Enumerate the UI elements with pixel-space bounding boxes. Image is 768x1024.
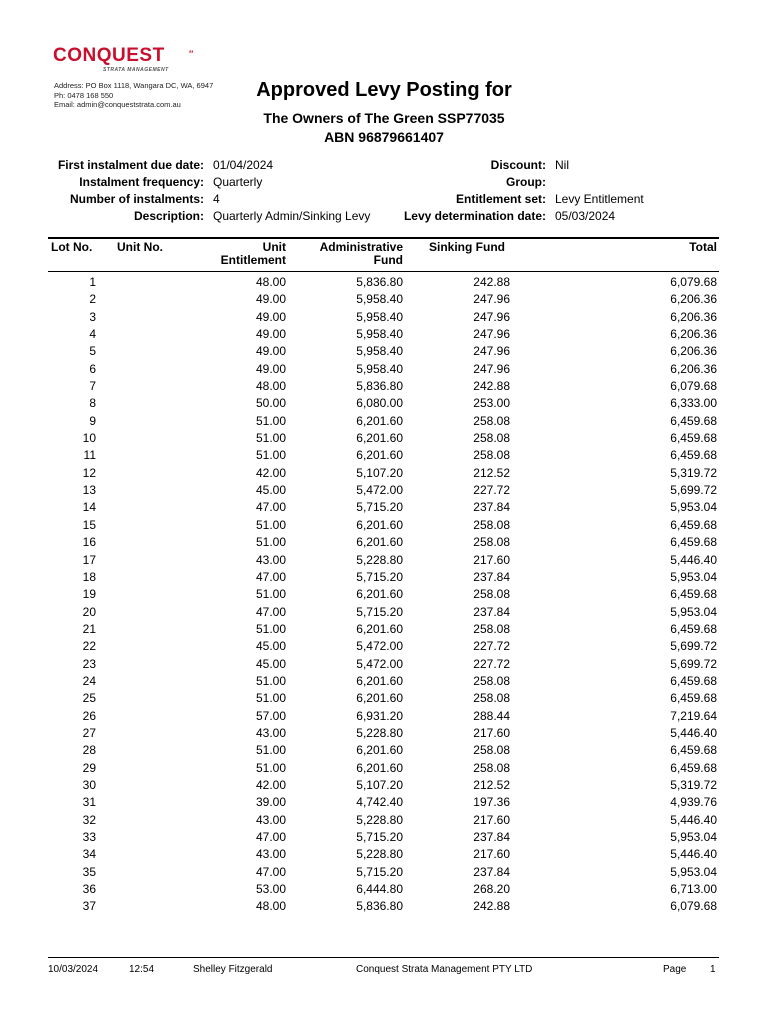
- frequency-label: Instalment frequency:: [79, 175, 204, 189]
- cell-unit-entitlement: 42.00: [255, 777, 286, 792]
- cell-unit-entitlement: 45.00: [255, 483, 286, 498]
- cell-total: 6,206.36: [670, 309, 717, 324]
- cell-unit-entitlement: 51.00: [255, 535, 286, 550]
- levy-table-body: [0, 274, 768, 916]
- cell-administrative-fund: 5,107.20: [356, 465, 403, 480]
- footer-time: 12:54: [129, 964, 155, 975]
- cell-total: 6,459.68: [670, 448, 717, 463]
- cell-total: 5,953.04: [670, 864, 717, 879]
- cell-lot-no: 10: [82, 431, 96, 446]
- cell-sinking-fund: 258.08: [473, 413, 510, 428]
- cell-unit-entitlement: 42.00: [255, 465, 286, 480]
- cell-unit-entitlement: 51.00: [255, 413, 286, 428]
- cell-unit-entitlement: 45.00: [255, 639, 286, 654]
- cell-administrative-fund: 6,080.00: [356, 396, 403, 411]
- footer-page-number: 1: [710, 964, 716, 975]
- cell-administrative-fund: 6,201.60: [356, 535, 403, 550]
- cell-total: 6,206.36: [670, 344, 717, 359]
- header-lot-no: Lot No.: [51, 240, 93, 254]
- cell-lot-no: 2: [89, 292, 96, 307]
- cell-sinking-fund: 217.60: [473, 847, 510, 862]
- cell-lot-no: 35: [82, 864, 96, 879]
- table-row: [0, 517, 768, 534]
- cell-administrative-fund: 6,201.60: [356, 673, 403, 688]
- table-row: [0, 413, 768, 430]
- cell-total: 6,079.68: [670, 899, 717, 914]
- cell-lot-no: 6: [89, 361, 96, 376]
- cell-sinking-fund: 227.72: [473, 483, 510, 498]
- header-unit-entitlement-line1: Unit: [262, 240, 286, 254]
- cell-sinking-fund: 237.84: [473, 569, 510, 584]
- report-owner: The Owners of The Green SSP77035: [263, 110, 505, 126]
- cell-lot-no: 18: [82, 569, 96, 584]
- header-administrative-fund: [320, 241, 403, 267]
- cell-lot-no: 23: [82, 656, 96, 671]
- cell-unit-entitlement: 43.00: [255, 812, 286, 827]
- footer-rule: [48, 957, 719, 958]
- cell-total: 5,953.04: [670, 604, 717, 619]
- cell-administrative-fund: 5,836.80: [356, 275, 403, 289]
- cell-administrative-fund: 5,472.00: [356, 639, 403, 654]
- cell-administrative-fund: 5,228.80: [356, 552, 403, 567]
- description-value: Quarterly Admin/Sinking Levy: [213, 209, 371, 223]
- group-label: Group:: [506, 175, 546, 189]
- cell-total: 6,206.36: [670, 292, 717, 307]
- header-unit-entitlement: [221, 241, 286, 267]
- cell-administrative-fund: 5,107.20: [356, 777, 403, 792]
- header-unit-no: Unit No.: [117, 240, 163, 254]
- cell-unit-entitlement: 57.00: [255, 708, 286, 723]
- cell-lot-no: 15: [82, 517, 96, 532]
- cell-total: 5,953.04: [670, 569, 717, 584]
- cell-lot-no: 27: [82, 725, 96, 740]
- cell-lot-no: 16: [82, 535, 96, 550]
- cell-administrative-fund: 5,472.00: [356, 483, 403, 498]
- cell-sinking-fund: 253.00: [473, 396, 510, 411]
- cell-total: 6,333.00: [670, 396, 717, 411]
- cell-unit-entitlement: 47.00: [255, 500, 286, 515]
- cell-sinking-fund: 288.44: [473, 708, 510, 723]
- table-row: [0, 534, 768, 551]
- cell-administrative-fund: 6,201.60: [356, 517, 403, 532]
- cell-unit-entitlement: 47.00: [255, 569, 286, 584]
- cell-unit-entitlement: 49.00: [255, 344, 286, 359]
- cell-sinking-fund: 237.84: [473, 830, 510, 844]
- cell-administrative-fund: 5,715.20: [356, 830, 403, 844]
- table-row: [0, 812, 768, 829]
- table-row: [0, 361, 768, 378]
- cell-total: 5,446.40: [670, 725, 717, 740]
- cell-unit-entitlement: 51.00: [255, 691, 286, 706]
- cell-total: 6,713.00: [670, 882, 717, 897]
- table-row: [0, 569, 768, 586]
- cell-administrative-fund: 5,836.80: [356, 899, 403, 914]
- cell-lot-no: 25: [82, 691, 96, 706]
- cell-sinking-fund: 237.84: [473, 604, 510, 619]
- table-row: [0, 482, 768, 499]
- footer-user: Shelley Fitzgerald: [193, 964, 273, 975]
- cell-lot-no: 13: [82, 483, 96, 498]
- table-header-rule: [48, 271, 719, 272]
- cell-unit-entitlement: 51.00: [255, 517, 286, 532]
- table-row: [0, 829, 768, 846]
- first-due-label: First instalment due date:: [57, 158, 204, 172]
- cell-lot-no: 29: [82, 760, 96, 775]
- table-row: [0, 604, 768, 621]
- table-row: [0, 291, 768, 308]
- cell-total: 6,206.36: [670, 361, 717, 376]
- cell-lot-no: 5: [89, 344, 96, 359]
- cell-administrative-fund: 6,201.60: [356, 448, 403, 463]
- cell-lot-no: 20: [82, 604, 96, 619]
- cell-unit-entitlement: 53.00: [255, 882, 286, 897]
- table-row: [0, 447, 768, 464]
- cell-lot-no: 19: [82, 587, 96, 602]
- cell-lot-no: 34: [82, 847, 96, 862]
- cell-lot-no: 1: [89, 275, 96, 289]
- company-address: Address: PO Box 1118, Wangara DC, WA, 6947: [54, 81, 214, 90]
- logo-text: CONQUEST: [53, 45, 165, 66]
- cell-total: 6,459.68: [670, 621, 717, 636]
- cell-sinking-fund: 227.72: [473, 656, 510, 671]
- cell-administrative-fund: 5,228.80: [356, 725, 403, 740]
- cell-lot-no: 17: [82, 552, 96, 567]
- cell-unit-entitlement: 43.00: [255, 847, 286, 862]
- cell-administrative-fund: 5,228.80: [356, 812, 403, 827]
- table-top-rule: [48, 237, 719, 239]
- table-row: [0, 621, 768, 638]
- cell-sinking-fund: 217.60: [473, 552, 510, 567]
- cell-administrative-fund: 5,958.40: [356, 292, 403, 307]
- cell-unit-entitlement: 49.00: [255, 361, 286, 376]
- company-email: Email: admin@conqueststrata.com.au: [54, 100, 181, 109]
- cell-sinking-fund: 217.60: [473, 812, 510, 827]
- table-row: [0, 326, 768, 343]
- cell-total: 6,459.68: [670, 587, 717, 602]
- discount-label: Discount:: [490, 158, 546, 172]
- cell-unit-entitlement: 51.00: [255, 673, 286, 688]
- determination-date-value: 05/03/2024: [555, 209, 616, 223]
- cell-unit-entitlement: 47.00: [255, 830, 286, 844]
- header-sinking-fund: Sinking Fund: [429, 240, 505, 254]
- cell-unit-entitlement: 49.00: [255, 292, 286, 307]
- cell-sinking-fund: 258.08: [473, 535, 510, 550]
- instalment-count-label: Number of instalments:: [69, 192, 204, 206]
- cell-lot-no: 8: [89, 396, 96, 411]
- cell-unit-entitlement: 51.00: [255, 760, 286, 775]
- cell-administrative-fund: 5,715.20: [356, 864, 403, 879]
- cell-unit-entitlement: 51.00: [255, 431, 286, 446]
- table-row: [0, 552, 768, 569]
- cell-lot-no: 7: [89, 379, 96, 394]
- cell-lot-no: 12: [82, 465, 96, 480]
- header-administrative-fund-line1: Administrative: [319, 240, 403, 254]
- cell-total: 5,446.40: [670, 847, 717, 862]
- cell-total: 6,459.68: [670, 673, 717, 688]
- cell-total: 6,459.68: [670, 743, 717, 758]
- cell-unit-entitlement: 50.00: [255, 396, 286, 411]
- cell-sinking-fund: 258.08: [473, 448, 510, 463]
- cell-total: 6,459.68: [670, 431, 717, 446]
- cell-total: 5,446.40: [670, 812, 717, 827]
- header-unit-entitlement-line2: Entitlement: [220, 253, 286, 267]
- cell-unit-entitlement: 43.00: [255, 552, 286, 567]
- cell-administrative-fund: 5,715.20: [356, 500, 403, 515]
- cell-unit-entitlement: 48.00: [255, 379, 286, 394]
- cell-administrative-fund: 5,958.40: [356, 344, 403, 359]
- cell-lot-no: 22: [82, 639, 96, 654]
- cell-total: 6,459.68: [670, 517, 717, 532]
- cell-unit-entitlement: 49.00: [255, 309, 286, 324]
- cell-total: 5,953.04: [670, 830, 717, 844]
- cell-total: 5,319.72: [670, 465, 717, 480]
- table-row: [0, 343, 768, 360]
- cell-administrative-fund: 6,201.60: [356, 691, 403, 706]
- cell-total: 6,459.68: [670, 691, 717, 706]
- cell-sinking-fund: 258.08: [473, 431, 510, 446]
- entitlement-set-label: Entitlement set:: [455, 192, 546, 206]
- cell-total: 6,459.68: [670, 535, 717, 550]
- cell-sinking-fund: 258.08: [473, 621, 510, 636]
- table-row: [0, 586, 768, 603]
- table-row: [0, 690, 768, 707]
- table-row: [0, 864, 768, 881]
- cell-lot-no: 32: [82, 812, 96, 827]
- logo-subtitle: STRATA MANAGEMENT: [103, 67, 169, 73]
- cell-sinking-fund: 227.72: [473, 639, 510, 654]
- cell-administrative-fund: 5,228.80: [356, 847, 403, 862]
- logo-mark: ″: [189, 49, 194, 59]
- determination-date-label: Levy determination date:: [403, 209, 546, 223]
- cell-administrative-fund: 6,931.20: [356, 708, 403, 723]
- table-row: [0, 794, 768, 811]
- cell-sinking-fund: 217.60: [473, 725, 510, 740]
- cell-total: 6,206.36: [670, 327, 717, 342]
- report-abn: ABN 96879661407: [324, 129, 444, 145]
- cell-unit-entitlement: 47.00: [255, 604, 286, 619]
- cell-lot-no: 14: [82, 500, 96, 515]
- cell-administrative-fund: 6,201.60: [356, 431, 403, 446]
- cell-total: 6,459.68: [670, 413, 717, 428]
- cell-sinking-fund: 258.08: [473, 673, 510, 688]
- cell-lot-no: 36: [82, 882, 96, 897]
- table-row: [0, 430, 768, 447]
- table-row: [0, 881, 768, 898]
- cell-lot-no: 4: [89, 327, 96, 342]
- footer-page-label: Page: [663, 964, 687, 975]
- cell-sinking-fund: 212.52: [473, 777, 510, 792]
- cell-sinking-fund: 268.20: [473, 882, 510, 897]
- cell-sinking-fund: 247.96: [473, 309, 510, 324]
- cell-unit-entitlement: 49.00: [255, 327, 286, 342]
- cell-sinking-fund: 247.96: [473, 292, 510, 307]
- cell-sinking-fund: 247.96: [473, 344, 510, 359]
- cell-lot-no: 11: [83, 448, 96, 463]
- cell-total: 5,699.72: [670, 639, 717, 654]
- discount-value: Nil: [555, 158, 569, 172]
- cell-lot-no: 26: [82, 708, 96, 723]
- cell-unit-entitlement: 51.00: [255, 587, 286, 602]
- cell-administrative-fund: 6,201.60: [356, 760, 403, 775]
- cell-sinking-fund: 242.88: [473, 275, 510, 289]
- cell-total: 5,953.04: [670, 500, 717, 515]
- cell-unit-entitlement: 45.00: [255, 656, 286, 671]
- entitlement-set-value: Levy Entitlement: [555, 192, 644, 206]
- cell-lot-no: 21: [82, 621, 96, 636]
- cell-unit-entitlement: 47.00: [255, 864, 286, 879]
- cell-sinking-fund: 258.08: [473, 517, 510, 532]
- cell-sinking-fund: 197.36: [473, 795, 510, 810]
- cell-sinking-fund: 237.84: [473, 864, 510, 879]
- company-phone: Ph: 0478 168 550: [54, 90, 114, 100]
- cell-total: 5,699.72: [670, 483, 717, 498]
- footer-date: 10/03/2024: [48, 964, 99, 975]
- cell-sinking-fund: 247.96: [473, 327, 510, 342]
- cell-lot-no: 28: [82, 743, 96, 758]
- cell-sinking-fund: 242.88: [473, 899, 510, 914]
- cell-unit-entitlement: 39.00: [255, 795, 286, 810]
- table-row: [0, 309, 768, 326]
- table-row: [0, 378, 768, 395]
- table-row: [0, 395, 768, 412]
- cell-administrative-fund: 5,472.00: [356, 656, 403, 671]
- cell-administrative-fund: 5,958.40: [356, 309, 403, 324]
- header-total: Total: [689, 240, 717, 254]
- cell-total: 5,446.40: [670, 552, 717, 567]
- cell-sinking-fund: 258.08: [473, 691, 510, 706]
- table-row: [0, 499, 768, 516]
- cell-administrative-fund: 4,742.40: [356, 795, 403, 810]
- frequency-value: Quarterly: [213, 175, 263, 189]
- table-row: [0, 708, 768, 725]
- cell-sinking-fund: 258.08: [473, 743, 510, 758]
- cell-lot-no: 3: [89, 309, 96, 324]
- cell-unit-entitlement: 43.00: [255, 725, 286, 740]
- table-row: [0, 760, 768, 777]
- cell-lot-no: 33: [82, 830, 96, 844]
- cell-administrative-fund: 6,444.80: [356, 882, 403, 897]
- cell-unit-entitlement: 51.00: [255, 621, 286, 636]
- cell-administrative-fund: 6,201.60: [356, 621, 403, 636]
- table-row: [0, 465, 768, 482]
- cell-sinking-fund: 242.88: [473, 379, 510, 394]
- header-administrative-fund-line2: Fund: [373, 253, 403, 267]
- cell-unit-entitlement: 48.00: [255, 899, 286, 914]
- cell-administrative-fund: 6,201.60: [356, 743, 403, 758]
- cell-lot-no: 31: [82, 795, 96, 810]
- cell-lot-no: 30: [82, 777, 96, 792]
- cell-lot-no: 9: [89, 413, 96, 428]
- company-logo: [53, 46, 203, 76]
- cell-total: 4,939.76: [670, 795, 717, 810]
- table-row: [0, 742, 768, 759]
- table-row: [0, 638, 768, 655]
- cell-lot-no: 24: [82, 673, 96, 688]
- cell-administrative-fund: 5,715.20: [356, 604, 403, 619]
- cell-unit-entitlement: 51.00: [255, 743, 286, 758]
- first-due-value: 01/04/2024: [213, 158, 274, 172]
- cell-unit-entitlement: 48.00: [255, 275, 286, 289]
- cell-total: 6,079.68: [670, 379, 717, 394]
- cell-lot-no: 37: [82, 899, 96, 914]
- cell-sinking-fund: 212.52: [473, 465, 510, 480]
- cell-administrative-fund: 6,201.60: [356, 587, 403, 602]
- cell-sinking-fund: 237.84: [473, 500, 510, 515]
- cell-administrative-fund: 5,715.20: [356, 569, 403, 584]
- description-label: Description:: [133, 209, 204, 223]
- report-title: Approved Levy Posting for: [256, 79, 512, 101]
- cell-administrative-fund: 6,201.60: [356, 413, 403, 428]
- cell-sinking-fund: 247.96: [473, 361, 510, 376]
- table-row: [0, 656, 768, 673]
- table-row: [0, 846, 768, 863]
- cell-sinking-fund: 258.08: [473, 587, 510, 602]
- cell-total: 6,459.68: [670, 760, 717, 775]
- table-row: [0, 673, 768, 690]
- cell-administrative-fund: 5,836.80: [356, 379, 403, 394]
- cell-administrative-fund: 5,958.40: [356, 361, 403, 376]
- cell-administrative-fund: 5,958.40: [356, 327, 403, 342]
- cell-total: 6,079.68: [670, 275, 717, 289]
- cell-unit-entitlement: 51.00: [255, 448, 286, 463]
- cell-total: 5,319.72: [670, 777, 717, 792]
- table-row: [0, 777, 768, 794]
- table-row: [0, 274, 768, 291]
- footer-company: Conquest Strata Management PTY LTD: [356, 964, 533, 975]
- table-row: [0, 898, 768, 915]
- cell-total: 7,219.64: [670, 708, 717, 723]
- table-row: [0, 725, 768, 742]
- instalment-count-value: 4: [213, 192, 220, 206]
- cell-sinking-fund: 258.08: [473, 760, 510, 775]
- cell-total: 5,699.72: [670, 656, 717, 671]
